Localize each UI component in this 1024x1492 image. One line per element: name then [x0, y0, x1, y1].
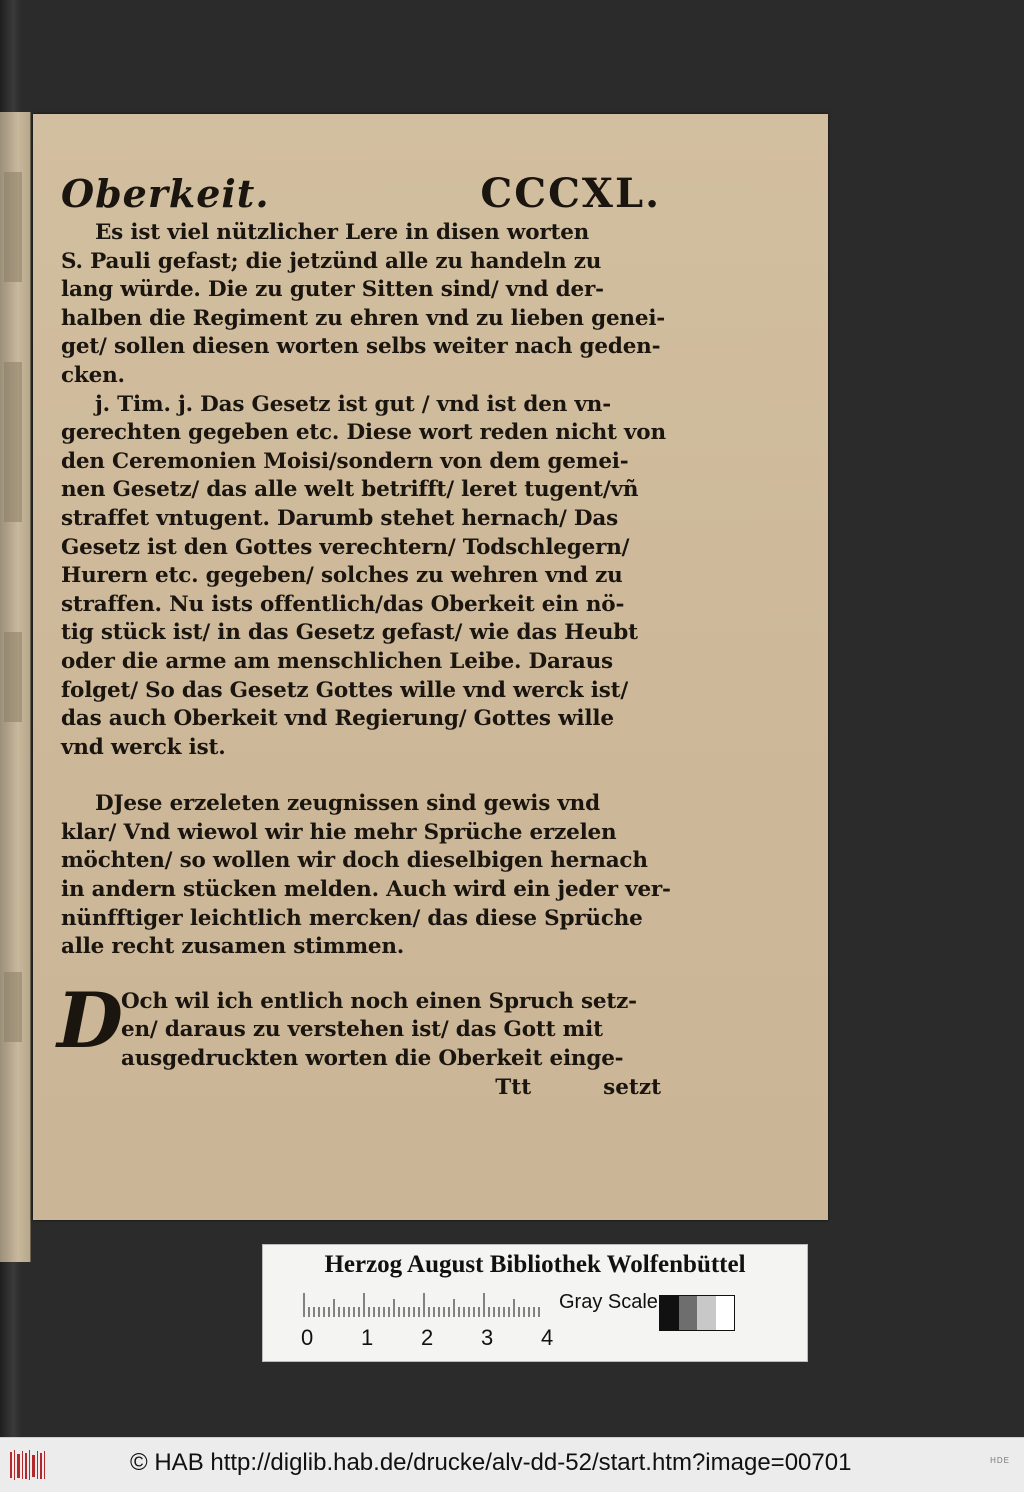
gray-swatch — [697, 1296, 716, 1330]
ruler-number: 4 — [541, 1325, 554, 1350]
text-line: vnd werck ist. — [61, 734, 226, 760]
text-line: klar/ Vnd wiewol wir hie mehr Sprüche erzelen — [61, 819, 617, 845]
ruler-numbers — [293, 1325, 553, 1349]
facing-page-edge — [0, 112, 31, 1262]
gray-swatch — [679, 1296, 698, 1330]
catchword: setzt — [603, 1074, 661, 1100]
paragraph-1 — [61, 219, 666, 391]
running-head — [61, 170, 661, 217]
running-head-title: Oberkeit. — [61, 171, 270, 216]
drop-initial: D — [57, 975, 123, 1065]
text-line: en/ daraus zu verstehen ist/ das Gott mit — [121, 1017, 603, 1043]
text-line: j. Tim. j. Das Gesetz ist gut / vnd ist den vn- — [95, 391, 611, 417]
signature-mark: Ttt — [495, 1074, 532, 1100]
text-line: Gesetz ist den Gottes verechtern/ Todschlegern/ — [61, 534, 630, 560]
folio-number: CCCXL. — [480, 170, 661, 217]
gray-swatch — [716, 1296, 735, 1330]
corner-mark: HDE — [990, 1456, 1010, 1465]
text-line: den Ceremonien Moisi/sondern von dem gemei- — [61, 448, 629, 474]
paragraph-4 — [57, 975, 661, 1074]
text-line: möchten/ so wollen wir doch dieselbigen hernach — [61, 848, 648, 874]
text-line: tig stück ist/ in das Gesetz gefast/ wie das Heubt — [61, 620, 638, 646]
institution-name: Herzog August Bibliothek Wolfenbüttel — [324, 1251, 746, 1278]
text-line: lang würde. Die zu guter Sitten sind/ vnd der- — [61, 277, 604, 303]
gray-scale-label: Gray Scale — [559, 1291, 658, 1313]
text-line: get/ sollen diesen worten selbs weiter nach geden- — [61, 334, 661, 360]
ruler-scale — [303, 1291, 543, 1317]
book-page — [33, 114, 828, 1220]
ruler-number: 1 — [361, 1325, 374, 1350]
ruler-number: 0 — [301, 1325, 314, 1350]
footer-bar — [0, 1437, 1024, 1492]
text-line: oder die arme am menschlichen Leibe. Daraus — [61, 648, 613, 674]
text-line: nünfftiger leichtlich mercken/ das diese Sprüche — [61, 905, 643, 931]
text-line: in andern stücken melden. Auch wird ein jeder ver- — [61, 877, 671, 903]
text-line: folget/ So das Gesetz Gottes wille vnd werck ist/ — [61, 677, 628, 703]
text-line: alle recht zusamen stimmen. — [61, 934, 405, 960]
gray-swatch — [660, 1296, 679, 1330]
page-text-block — [57, 170, 671, 1102]
text-line: ausgedruckten worten die Oberkeit einge- — [121, 1046, 624, 1072]
text-line: das auch Oberkeit vnd Regierung/ Gottes wille — [61, 706, 614, 732]
text-line: nen Gesetz/ das alle welt betrifft/ leret tugent/vñ — [61, 477, 639, 503]
text-line: halben die Regiment zu ehren vnd zu lieben genei- — [61, 305, 666, 331]
text-line: DJese erzeleten zeugnissen sind gewis vnd — [95, 791, 600, 817]
text-line: gerechten gegeben etc. Diese wort reden nicht von — [61, 420, 666, 446]
ruler-number: 2 — [421, 1325, 434, 1350]
text-line: straffen. Nu ists offentlich/das Oberkeit ein nö- — [61, 591, 625, 617]
paragraph-2 — [61, 391, 666, 763]
text-line: Hurern etc. gegeben/ solches zu wehren vnd zu — [61, 563, 623, 589]
text-line: straffet vntugent. Darumb stehet hernach/ Das — [61, 505, 619, 531]
paragraph-3 — [61, 790, 671, 962]
text-line: S. Pauli gefast; die jetzünd alle zu handeln zu — [61, 248, 602, 274]
gray-scale-swatches — [659, 1295, 735, 1331]
text-line: Es ist viel nützlicher Lere in disen worten — [95, 220, 590, 245]
text-line: Och wil ich entlich noch einen Spruch setz- — [121, 988, 637, 1014]
barcode-icon — [10, 1448, 46, 1482]
copyright-url: © HAB http://diglib.hab.de/drucke/alv-dd-52/start.htm?image=00701 — [130, 1449, 852, 1476]
text-line: cken. — [61, 362, 125, 388]
color-calibration-bar — [262, 1244, 808, 1362]
ruler-number: 3 — [481, 1325, 494, 1350]
page-foot — [61, 1074, 661, 1103]
